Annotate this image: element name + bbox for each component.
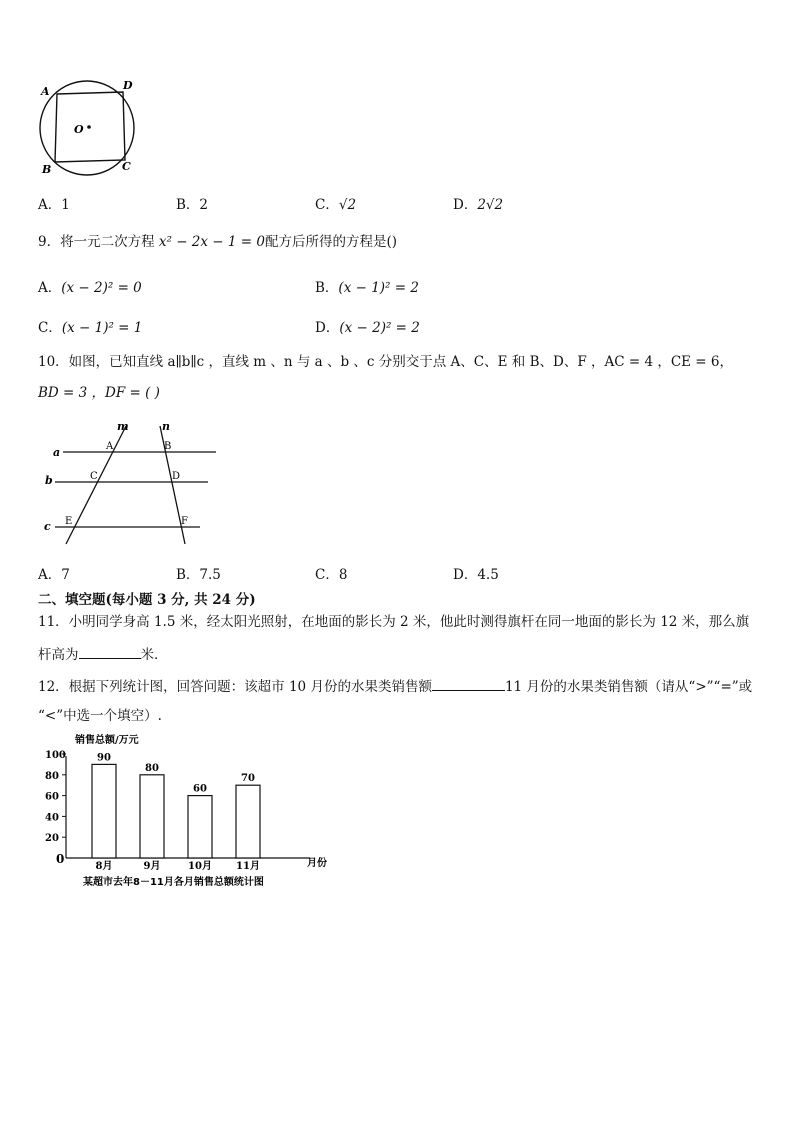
label-B: B (42, 163, 52, 176)
q9-equation: x² − 2x − 1 = 0 (158, 234, 265, 250)
q10-parallel-lines-figure (38, 420, 228, 550)
bar-11月 (236, 785, 260, 858)
option-text: 7.5 (199, 567, 221, 583)
option-letter: B． (176, 197, 200, 213)
label-a: a (53, 446, 61, 459)
option-text: 8 (338, 567, 348, 583)
q8-option-a[interactable] (38, 193, 70, 213)
option-text: (x − 1)² = 1 (61, 320, 143, 336)
section-fill-in-blank-heading: 二、填空题(每小题 3 分, 共 24 分) (38, 592, 256, 608)
y-tick-label: 20 (45, 833, 59, 845)
label-O: O (74, 123, 84, 136)
q11-stem-post: 米． (140, 647, 168, 663)
label-b: b (45, 474, 53, 487)
option-text: (x − 2)² = 0 (61, 280, 142, 296)
sales-bar-chart (40, 728, 350, 894)
data-label: 70 (241, 773, 255, 785)
q9-option-a[interactable] (38, 276, 142, 296)
q10-option-b[interactable] (176, 563, 221, 583)
q9-option-c[interactable] (38, 316, 142, 336)
option-letter: A． (38, 197, 62, 213)
q10-stem-line2: BD = 3 ，DF = ( ) (38, 385, 160, 401)
q10-option-d[interactable] (453, 563, 499, 583)
q10-option-c[interactable] (315, 563, 347, 583)
label-m: m (117, 420, 129, 433)
option-letter: D． (453, 197, 478, 213)
line-m (66, 426, 126, 544)
option-letter: D． (315, 320, 340, 336)
q11-stem-pre: 杆高为 (38, 647, 79, 663)
center-point (87, 125, 91, 129)
x-axis-label: 月份 (307, 858, 327, 869)
q9-option-b[interactable] (315, 276, 419, 296)
q12-stem-pre: 12．根据下列统计图，回答问题：该超市 10 月份的水果类销售额 (38, 679, 432, 695)
label-n: n (162, 420, 170, 433)
bar-8月 (92, 764, 116, 858)
option-letter: C． (38, 320, 62, 336)
q11-stem-line2 (38, 645, 168, 664)
q12-stem-post: 11 月份的水果类销售额（请从“>”“=”或 (504, 679, 753, 695)
label-A: A (106, 441, 114, 452)
option-text: 2√2 (477, 197, 504, 213)
label-D: D (172, 471, 181, 482)
option-text: 1 (61, 197, 70, 213)
option-letter: A． (38, 280, 62, 296)
q9-stem (38, 233, 397, 251)
q11-answer-blank[interactable] (79, 645, 141, 659)
y-tick-label: 100 (45, 750, 66, 761)
x-tick-label: 8月 (95, 861, 113, 872)
q12-stem-line1 (38, 677, 752, 696)
option-letter: B． (315, 280, 339, 296)
bar-10月 (188, 796, 212, 858)
option-letter: B． (176, 567, 200, 583)
y-tick-label: 60 (45, 791, 59, 803)
label-E: E (65, 516, 73, 527)
y-tick-label: 80 (45, 770, 59, 782)
option-text: (x − 2)² = 2 (339, 320, 420, 336)
option-letter: A． (38, 567, 62, 583)
q9-stem-pre: 9．将一元二次方程 (38, 234, 159, 250)
q12-answer-blank[interactable] (432, 677, 505, 691)
q12-stem-line2: “<”中选一个填空）. (38, 708, 162, 724)
chart-title: 销售总额/万元 (75, 735, 139, 746)
x-tick-label: 10月 (188, 861, 212, 872)
x-tick-label: 9月 (143, 861, 161, 872)
label-F: F (181, 516, 188, 527)
data-label: 60 (193, 783, 207, 795)
q10-option-a[interactable] (38, 563, 70, 583)
option-text: 2 (199, 197, 209, 213)
data-label: 90 (97, 752, 111, 764)
y-tick-label: 0 (56, 852, 65, 866)
option-text: (x − 1)² = 2 (338, 280, 419, 296)
option-text: 4.5 (477, 567, 499, 583)
q9-stem-post: 配方后所得的方程是() (264, 234, 398, 250)
q11-stem-line1: 11．小明同学身高 1.5 米，经太阳光照射，在地面的影长为 2 米，他此时测得旗杆在同一地面的影长为 12 米，那么旗 (38, 614, 750, 630)
label-C: C (122, 160, 131, 173)
q8-option-d[interactable] (453, 193, 503, 213)
option-text: √2 (338, 197, 357, 213)
option-letter: C． (315, 197, 339, 213)
option-letter: C． (315, 567, 339, 583)
label-A: A (41, 85, 50, 98)
label-D: D (123, 79, 133, 92)
x-tick-label: 11月 (236, 861, 260, 872)
q8-option-b[interactable] (176, 193, 208, 213)
label-C: C (90, 471, 98, 482)
data-label: 80 (145, 762, 159, 774)
y-tick-label: 40 (45, 812, 59, 824)
q10-stem-line1: 10．如图，已知直线 a∥b∥c ，直线 m 、n 与 a 、b 、c 分别交于点 A、C、E 和 B、D、F ，AC = 4 ，CE = 6， (38, 354, 733, 370)
chart-caption: 某超市去年8－11月各月销售总额统计图 (83, 877, 264, 888)
q8-option-c[interactable] (315, 193, 356, 213)
bar-9月 (140, 775, 164, 858)
q8-circle-square-figure (34, 78, 144, 178)
label-B: B (164, 441, 172, 452)
label-c: c (44, 520, 51, 533)
option-text: 7 (61, 567, 70, 583)
option-letter: D． (453, 567, 478, 583)
q9-option-d[interactable] (315, 316, 420, 336)
